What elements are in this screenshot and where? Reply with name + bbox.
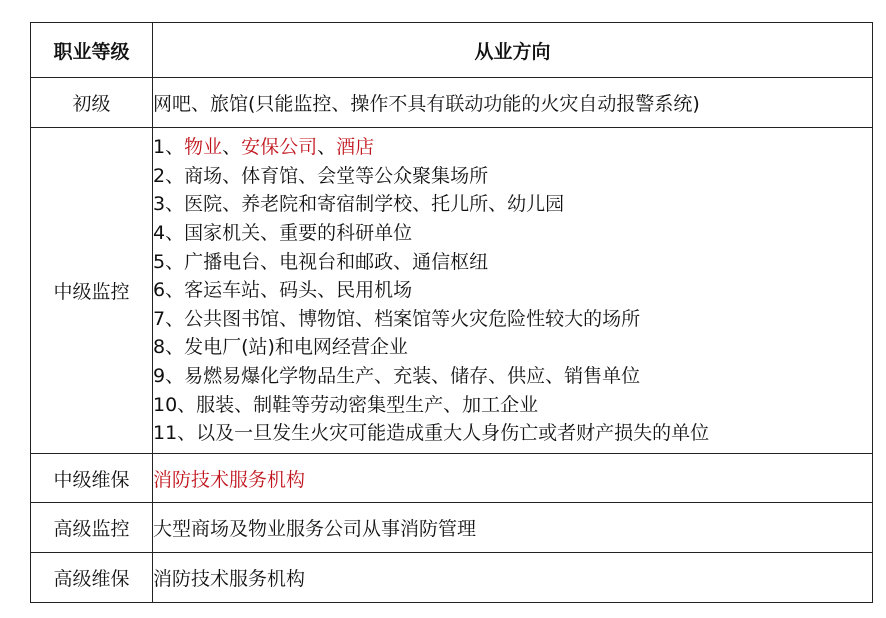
list-item: 11、以及一旦发生火灾可能造成重大人身伤亡或者财产损失的单位 [153, 422, 710, 445]
level-high-maint: 高级维保 [31, 553, 153, 603]
level-basic: 初级 [31, 78, 153, 128]
table-row-basic [31, 78, 873, 128]
level-high-monitor: 高级监控 [31, 503, 153, 553]
item-prefix: 1、 [153, 136, 185, 159]
level-mid-maint: 中级维保 [31, 454, 153, 503]
direction-basic: 网吧、旅馆(只能监控、操作不具有联动功能的火灾自动报警系统) [153, 78, 873, 128]
direction-mid-monitor-list [153, 128, 873, 454]
list-item [153, 133, 872, 162]
level-mid-monitor: 中级监控 [31, 128, 153, 454]
table-row-mid-maint [31, 454, 873, 503]
direction-high-monitor: 大型商场及物业服务公司从事消防管理 [153, 503, 873, 553]
item-part-sep: 、 [222, 136, 242, 159]
table-row-mid-monitor [31, 128, 873, 454]
direction-mid-maint: 消防技术服务机构 [153, 454, 873, 503]
table-row-high-monitor [31, 503, 873, 553]
list-item: 4、国家机关、重要的科研单位 [153, 222, 413, 245]
header-level: 职业等级 [31, 23, 153, 78]
header-direction: 从业方向 [153, 23, 873, 78]
direction-high-maint: 消防技术服务机构 [153, 553, 873, 603]
table-row-high-maint [31, 553, 873, 603]
list-item: 2、商场、体育馆、会堂等公众聚集场所 [153, 164, 489, 187]
list-item: 5、广播电台、电视台和邮政、通信枢纽 [153, 250, 489, 273]
list-item: 10、服装、制鞋等劳动密集型生产、加工企业 [153, 393, 539, 416]
item-part-security-company: 安保公司 [241, 136, 318, 159]
item-part-hotel: 酒店 [336, 136, 375, 159]
list-item: 7、公共图书馆、博物馆、档案馆等火灾危险性较大的场所 [153, 307, 641, 330]
list-item: 8、发电厂(站)和电网经营企业 [153, 336, 408, 359]
table-header-row [31, 23, 873, 78]
list-item: 9、易燃易爆化学物品生产、充装、储存、供应、销售单位 [153, 364, 641, 387]
list-item: 3、医院、养老院和寄宿制学校、托儿所、幼儿园 [153, 193, 565, 216]
item-part-sep: 、 [317, 136, 337, 159]
career-direction-table [30, 22, 873, 603]
item-part-property: 物业 [184, 136, 223, 159]
list-item: 6、客运车站、码头、民用机场 [153, 279, 413, 302]
